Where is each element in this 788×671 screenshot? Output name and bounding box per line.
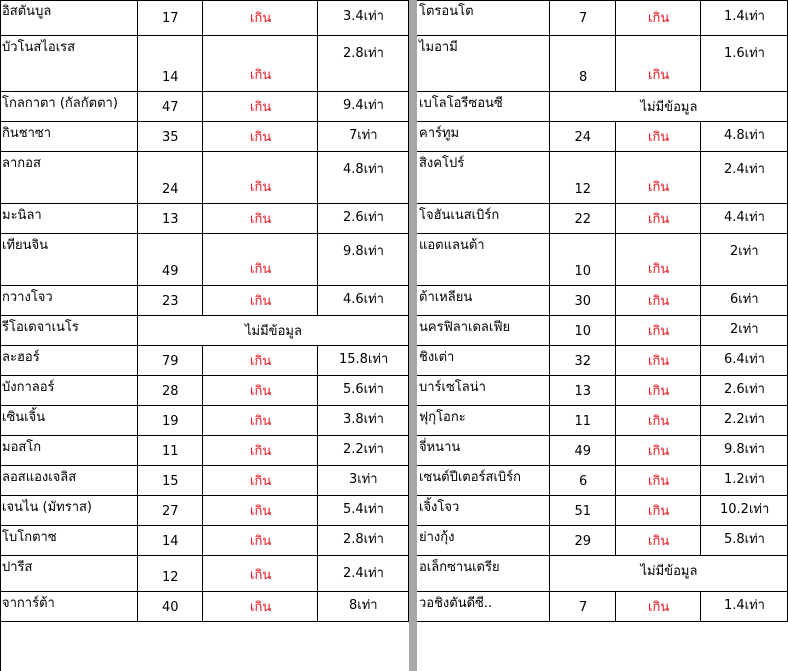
value-cell <box>138 234 203 286</box>
times-multiplier: 15.8เท่า <box>339 352 389 367</box>
city-name: จาการ์ต้า <box>2 596 55 611</box>
value-number: 32 <box>574 354 592 369</box>
city-cell <box>417 204 550 234</box>
value-cell <box>550 436 616 466</box>
times-cell <box>318 234 409 286</box>
status-cell <box>203 496 318 526</box>
value-cell <box>550 526 616 556</box>
city-cell <box>417 406 550 436</box>
status-exceed: เกิน <box>250 294 272 309</box>
times-multiplier: 4.8เท่า <box>343 162 384 177</box>
value-cell <box>138 92 203 122</box>
times-multiplier: 2.2เท่า <box>724 412 765 427</box>
times-multiplier: 5.6เท่า <box>343 382 384 397</box>
times-cell <box>701 526 788 556</box>
times-multiplier: 4.4เท่า <box>724 210 765 225</box>
value-number: 23 <box>162 294 179 309</box>
value-number: 13 <box>162 212 179 227</box>
times-multiplier: 2.8เท่า <box>343 46 384 61</box>
city-cell <box>417 152 550 204</box>
status-cell <box>616 376 701 406</box>
times-multiplier: 5.4เท่า <box>343 502 384 517</box>
times-multiplier: 1.6เท่า <box>724 46 765 61</box>
status-cell <box>203 122 318 152</box>
value-cell <box>550 0 616 36</box>
times-cell <box>318 436 409 466</box>
times-multiplier: 6.4เท่า <box>724 352 765 367</box>
value-number: 17 <box>162 11 179 26</box>
status-exceed: เกิน <box>648 384 670 399</box>
status-exceed: เกิน <box>250 600 272 615</box>
city-name: เจนไน (มัทราส) <box>2 500 93 515</box>
status-cell <box>203 406 318 436</box>
value-number: 11 <box>574 414 592 429</box>
status-exceed: เกิน <box>250 568 272 583</box>
status-exceed: เกิน <box>250 212 272 227</box>
value-number: 19 <box>162 414 179 429</box>
value-number: 14 <box>162 70 179 85</box>
status-cell <box>203 526 318 556</box>
value-number: 49 <box>162 264 179 279</box>
times-cell <box>701 316 788 346</box>
status-cell <box>616 436 701 466</box>
value-cell <box>138 346 203 376</box>
times-multiplier: 3.8เท่า <box>343 412 384 427</box>
times-cell <box>318 204 409 234</box>
times-multiplier: 4.8เท่า <box>724 128 765 143</box>
city-name: โบโกตาซ <box>2 530 57 545</box>
city-name: ชิงเต่า <box>419 350 455 365</box>
city-cell <box>0 436 138 466</box>
city-cell <box>0 92 138 122</box>
times-cell <box>701 376 788 406</box>
times-cell <box>701 234 788 286</box>
status-exceed: เกิน <box>250 354 272 369</box>
times-multiplier: 2.8เท่า <box>343 532 384 547</box>
value-number: 14 <box>162 534 179 549</box>
value-number: 30 <box>574 294 592 309</box>
city-cell <box>0 316 138 346</box>
value-cell <box>138 0 203 36</box>
city-name: คาร์ทูม <box>419 126 460 141</box>
value-number: 35 <box>162 130 179 145</box>
city-name: วอชิงตันดีซี.. <box>419 596 493 611</box>
times-multiplier: 2เท่า <box>730 244 759 259</box>
city-name: เจิ้งโจว <box>419 500 460 515</box>
times-cell <box>318 556 409 592</box>
city-cell <box>0 122 138 152</box>
status-cell <box>203 556 318 592</box>
city-cell <box>0 592 138 622</box>
city-name: บาร์เซโลน่า <box>419 380 486 395</box>
city-name: จี่หนาน <box>419 440 461 455</box>
times-cell <box>701 152 788 204</box>
times-multiplier: 1.4เท่า <box>724 598 765 613</box>
no-data-cell <box>550 556 788 592</box>
status-cell <box>616 406 701 436</box>
city-cell <box>417 36 550 92</box>
value-cell <box>550 286 616 316</box>
value-cell <box>138 592 203 622</box>
city-name: เซนต์ปีเตอร์สเบิร์ก <box>419 470 522 485</box>
status-cell <box>616 152 701 204</box>
times-cell <box>701 436 788 466</box>
value-number: 8 <box>579 70 588 85</box>
no-data-label: ไม่มีข้อมูล <box>640 564 698 579</box>
times-cell <box>701 406 788 436</box>
times-multiplier: 9.8เท่า <box>343 244 384 259</box>
city-name: แอตแลนต้า <box>419 238 485 253</box>
city-cell <box>417 346 550 376</box>
status-exceed: เกิน <box>648 262 670 277</box>
value-number: 24 <box>162 182 179 197</box>
status-cell <box>203 234 318 286</box>
city-cell <box>0 346 138 376</box>
times-cell <box>318 36 409 92</box>
city-cell <box>417 122 550 152</box>
times-cell <box>318 0 409 36</box>
times-multiplier: 8เท่า <box>349 598 378 613</box>
city-cell <box>417 234 550 286</box>
times-multiplier: 1.4เท่า <box>724 9 765 24</box>
status-cell <box>203 92 318 122</box>
city-name: มอสโก <box>2 440 42 455</box>
city-cell <box>0 204 138 234</box>
status-exceed: เกิน <box>648 354 670 369</box>
value-cell <box>550 152 616 204</box>
city-cell <box>417 0 550 36</box>
value-cell <box>138 376 203 406</box>
column-separator <box>409 0 417 671</box>
status-cell <box>203 466 318 496</box>
city-cell <box>0 0 138 36</box>
city-name: รีโอเดจาเนโร <box>2 320 79 335</box>
status-cell <box>616 346 701 376</box>
status-exceed: เกิน <box>250 414 272 429</box>
value-cell <box>550 316 616 346</box>
status-exceed: เกิน <box>250 11 272 26</box>
city-name: นครฟิลาเดลเฟีย <box>419 320 511 335</box>
times-cell <box>318 92 409 122</box>
times-multiplier: 2.6เท่า <box>724 382 765 397</box>
value-number: 49 <box>574 444 592 459</box>
value-cell <box>138 406 203 436</box>
value-number: 7 <box>579 11 588 26</box>
value-cell <box>550 346 616 376</box>
status-cell <box>203 204 318 234</box>
value-cell <box>138 204 203 234</box>
times-multiplier: 7เท่า <box>349 128 378 143</box>
status-cell <box>203 376 318 406</box>
status-exceed: เกิน <box>250 504 272 519</box>
value-cell <box>138 526 203 556</box>
status-cell <box>203 346 318 376</box>
times-cell <box>701 592 788 622</box>
city-name: อิสตันบูล <box>2 4 52 19</box>
times-multiplier: 9.4เท่า <box>343 98 384 113</box>
times-multiplier: 2.6เท่า <box>343 210 384 225</box>
status-cell <box>616 204 701 234</box>
status-exceed: เกิน <box>648 534 670 549</box>
no-data-cell <box>138 316 409 346</box>
city-name: โกลกาตา (กัลกัตตา) <box>2 96 118 111</box>
no-data-label: ไม่มีข้อมูล <box>245 324 302 339</box>
times-cell <box>318 286 409 316</box>
value-number: 27 <box>162 504 179 519</box>
status-exceed: เกิน <box>250 68 272 83</box>
city-name: บัวโนสไอเรส <box>2 40 76 55</box>
value-cell <box>550 376 616 406</box>
city-cell <box>0 496 138 526</box>
city-name: บังกาลอร์ <box>2 380 55 395</box>
status-cell <box>616 286 701 316</box>
times-cell <box>318 122 409 152</box>
times-cell <box>701 346 788 376</box>
city-cell <box>417 592 550 622</box>
times-cell <box>318 526 409 556</box>
status-cell <box>616 526 701 556</box>
value-number: 51 <box>574 504 592 519</box>
city-cell <box>0 286 138 316</box>
city-name: โตรอนโต <box>419 4 474 19</box>
status-exceed: เกิน <box>648 294 670 309</box>
status-cell <box>616 496 701 526</box>
value-number: 40 <box>162 600 179 615</box>
status-cell <box>203 36 318 92</box>
status-exceed: เกิน <box>648 600 670 615</box>
city-name: เซินเจิ้น <box>2 410 46 425</box>
status-cell <box>203 286 318 316</box>
value-number: 12 <box>574 182 592 197</box>
city-name: ละฮอร์ <box>2 350 40 365</box>
city-cell <box>417 286 550 316</box>
times-multiplier: 10.2เท่า <box>720 502 770 517</box>
city-cell <box>0 406 138 436</box>
value-cell <box>138 556 203 592</box>
status-exceed: เกิน <box>250 100 272 115</box>
city-cell <box>417 316 550 346</box>
value-cell <box>138 36 203 92</box>
value-cell <box>550 592 616 622</box>
city-name: สิงคโปร์ <box>419 156 465 171</box>
status-exceed: เกิน <box>250 130 272 145</box>
value-number: 6 <box>579 474 588 489</box>
value-cell <box>138 496 203 526</box>
status-exceed: เกิน <box>250 534 272 549</box>
times-multiplier: 2.4เท่า <box>724 162 765 177</box>
times-multiplier: 5.8เท่า <box>724 532 765 547</box>
city-cell <box>417 556 550 592</box>
status-exceed: เกิน <box>250 384 272 399</box>
times-multiplier: 6เท่า <box>730 292 759 307</box>
times-cell <box>701 122 788 152</box>
times-cell <box>318 592 409 622</box>
times-multiplier: 3.4เท่า <box>343 9 384 24</box>
value-number: 12 <box>162 570 179 585</box>
city-cell <box>0 36 138 92</box>
city-name: เทียนจิน <box>2 238 49 253</box>
city-cell <box>417 496 550 526</box>
value-number: 11 <box>162 444 179 459</box>
times-cell <box>318 496 409 526</box>
value-cell <box>138 286 203 316</box>
status-exceed: เกิน <box>250 474 272 489</box>
city-cell <box>417 376 550 406</box>
value-number: 79 <box>162 354 179 369</box>
city-cell <box>0 152 138 204</box>
status-cell <box>616 316 701 346</box>
value-number: 10 <box>574 324 592 339</box>
times-cell <box>318 346 409 376</box>
status-cell <box>616 36 701 92</box>
status-exceed: เกิน <box>648 130 670 145</box>
city-name: ลากอส <box>2 156 41 171</box>
city-name: อเล็กซานเดรีย <box>419 560 500 575</box>
city-cell <box>0 234 138 286</box>
city-cell <box>0 556 138 592</box>
no-data-label: ไม่มีข้อมูล <box>640 100 698 115</box>
value-number: 7 <box>579 600 588 615</box>
city-cell <box>417 466 550 496</box>
status-cell <box>203 592 318 622</box>
status-exceed: เกิน <box>648 68 670 83</box>
times-cell <box>701 36 788 92</box>
value-number: 13 <box>574 384 592 399</box>
value-cell <box>550 496 616 526</box>
city-name: มะนิลา <box>2 208 42 223</box>
status-cell <box>616 122 701 152</box>
city-name: กวางโจว <box>2 290 53 305</box>
value-cell <box>138 436 203 466</box>
times-multiplier: 2เท่า <box>730 322 759 337</box>
value-number: 24 <box>574 130 592 145</box>
status-cell <box>616 592 701 622</box>
times-cell <box>318 466 409 496</box>
status-exceed: เกิน <box>648 504 670 519</box>
city-name: ลอสแองเจลิส <box>2 470 77 485</box>
city-name: ไมอามี <box>419 40 458 55</box>
city-name: ฟุกุโอกะ <box>419 410 466 425</box>
value-cell <box>138 152 203 204</box>
value-number: 22 <box>574 212 592 227</box>
value-cell <box>550 122 616 152</box>
city-name: เบโลโอรีซอนซี <box>419 96 503 111</box>
city-name: ย่างกุ้ง <box>419 530 455 545</box>
status-exceed: เกิน <box>250 444 272 459</box>
city-name: กินชาซา <box>2 126 52 141</box>
city-name: โจฮันเนสเบิร์ก <box>419 208 500 223</box>
status-exceed: เกิน <box>250 180 272 195</box>
times-cell <box>701 286 788 316</box>
city-name: ต้าเหลียน <box>419 290 473 305</box>
times-cell <box>701 496 788 526</box>
status-cell <box>203 0 318 36</box>
status-cell <box>616 234 701 286</box>
city-cell <box>417 436 550 466</box>
city-cell <box>0 466 138 496</box>
value-cell <box>138 122 203 152</box>
status-exceed: เกิน <box>648 444 670 459</box>
city-cell <box>417 526 550 556</box>
status-cell <box>616 466 701 496</box>
city-cell <box>0 526 138 556</box>
times-cell <box>318 376 409 406</box>
city-cell <box>417 92 550 122</box>
value-number: 47 <box>162 100 179 115</box>
times-multiplier: 2.4เท่า <box>343 566 384 581</box>
value-number: 28 <box>162 384 179 399</box>
value-cell <box>550 204 616 234</box>
times-cell <box>701 466 788 496</box>
times-multiplier: 3เท่า <box>349 472 378 487</box>
value-cell <box>138 466 203 496</box>
value-cell <box>550 36 616 92</box>
value-number: 15 <box>162 474 179 489</box>
times-multiplier: 4.6เท่า <box>343 292 384 307</box>
status-exceed: เกิน <box>648 212 670 227</box>
status-cell <box>203 436 318 466</box>
status-exceed: เกิน <box>250 262 272 277</box>
value-number: 29 <box>574 534 592 549</box>
value-number: 10 <box>574 264 592 279</box>
times-multiplier: 1.2เท่า <box>724 472 765 487</box>
value-cell <box>550 234 616 286</box>
times-multiplier: 2.2เท่า <box>343 442 384 457</box>
status-exceed: เกิน <box>648 11 670 26</box>
status-exceed: เกิน <box>648 414 670 429</box>
city-name: ปารีส <box>2 560 33 575</box>
value-cell <box>550 406 616 436</box>
city-cell <box>0 376 138 406</box>
status-exceed: เกิน <box>648 474 670 489</box>
times-multiplier: 9.8เท่า <box>724 442 765 457</box>
status-cell <box>616 0 701 36</box>
times-cell <box>318 152 409 204</box>
times-cell <box>318 406 409 436</box>
status-exceed: เกิน <box>648 180 670 195</box>
no-data-cell <box>550 92 788 122</box>
times-cell <box>701 204 788 234</box>
status-cell <box>203 152 318 204</box>
value-cell <box>550 466 616 496</box>
status-exceed: เกิน <box>648 324 670 339</box>
times-cell <box>701 0 788 36</box>
